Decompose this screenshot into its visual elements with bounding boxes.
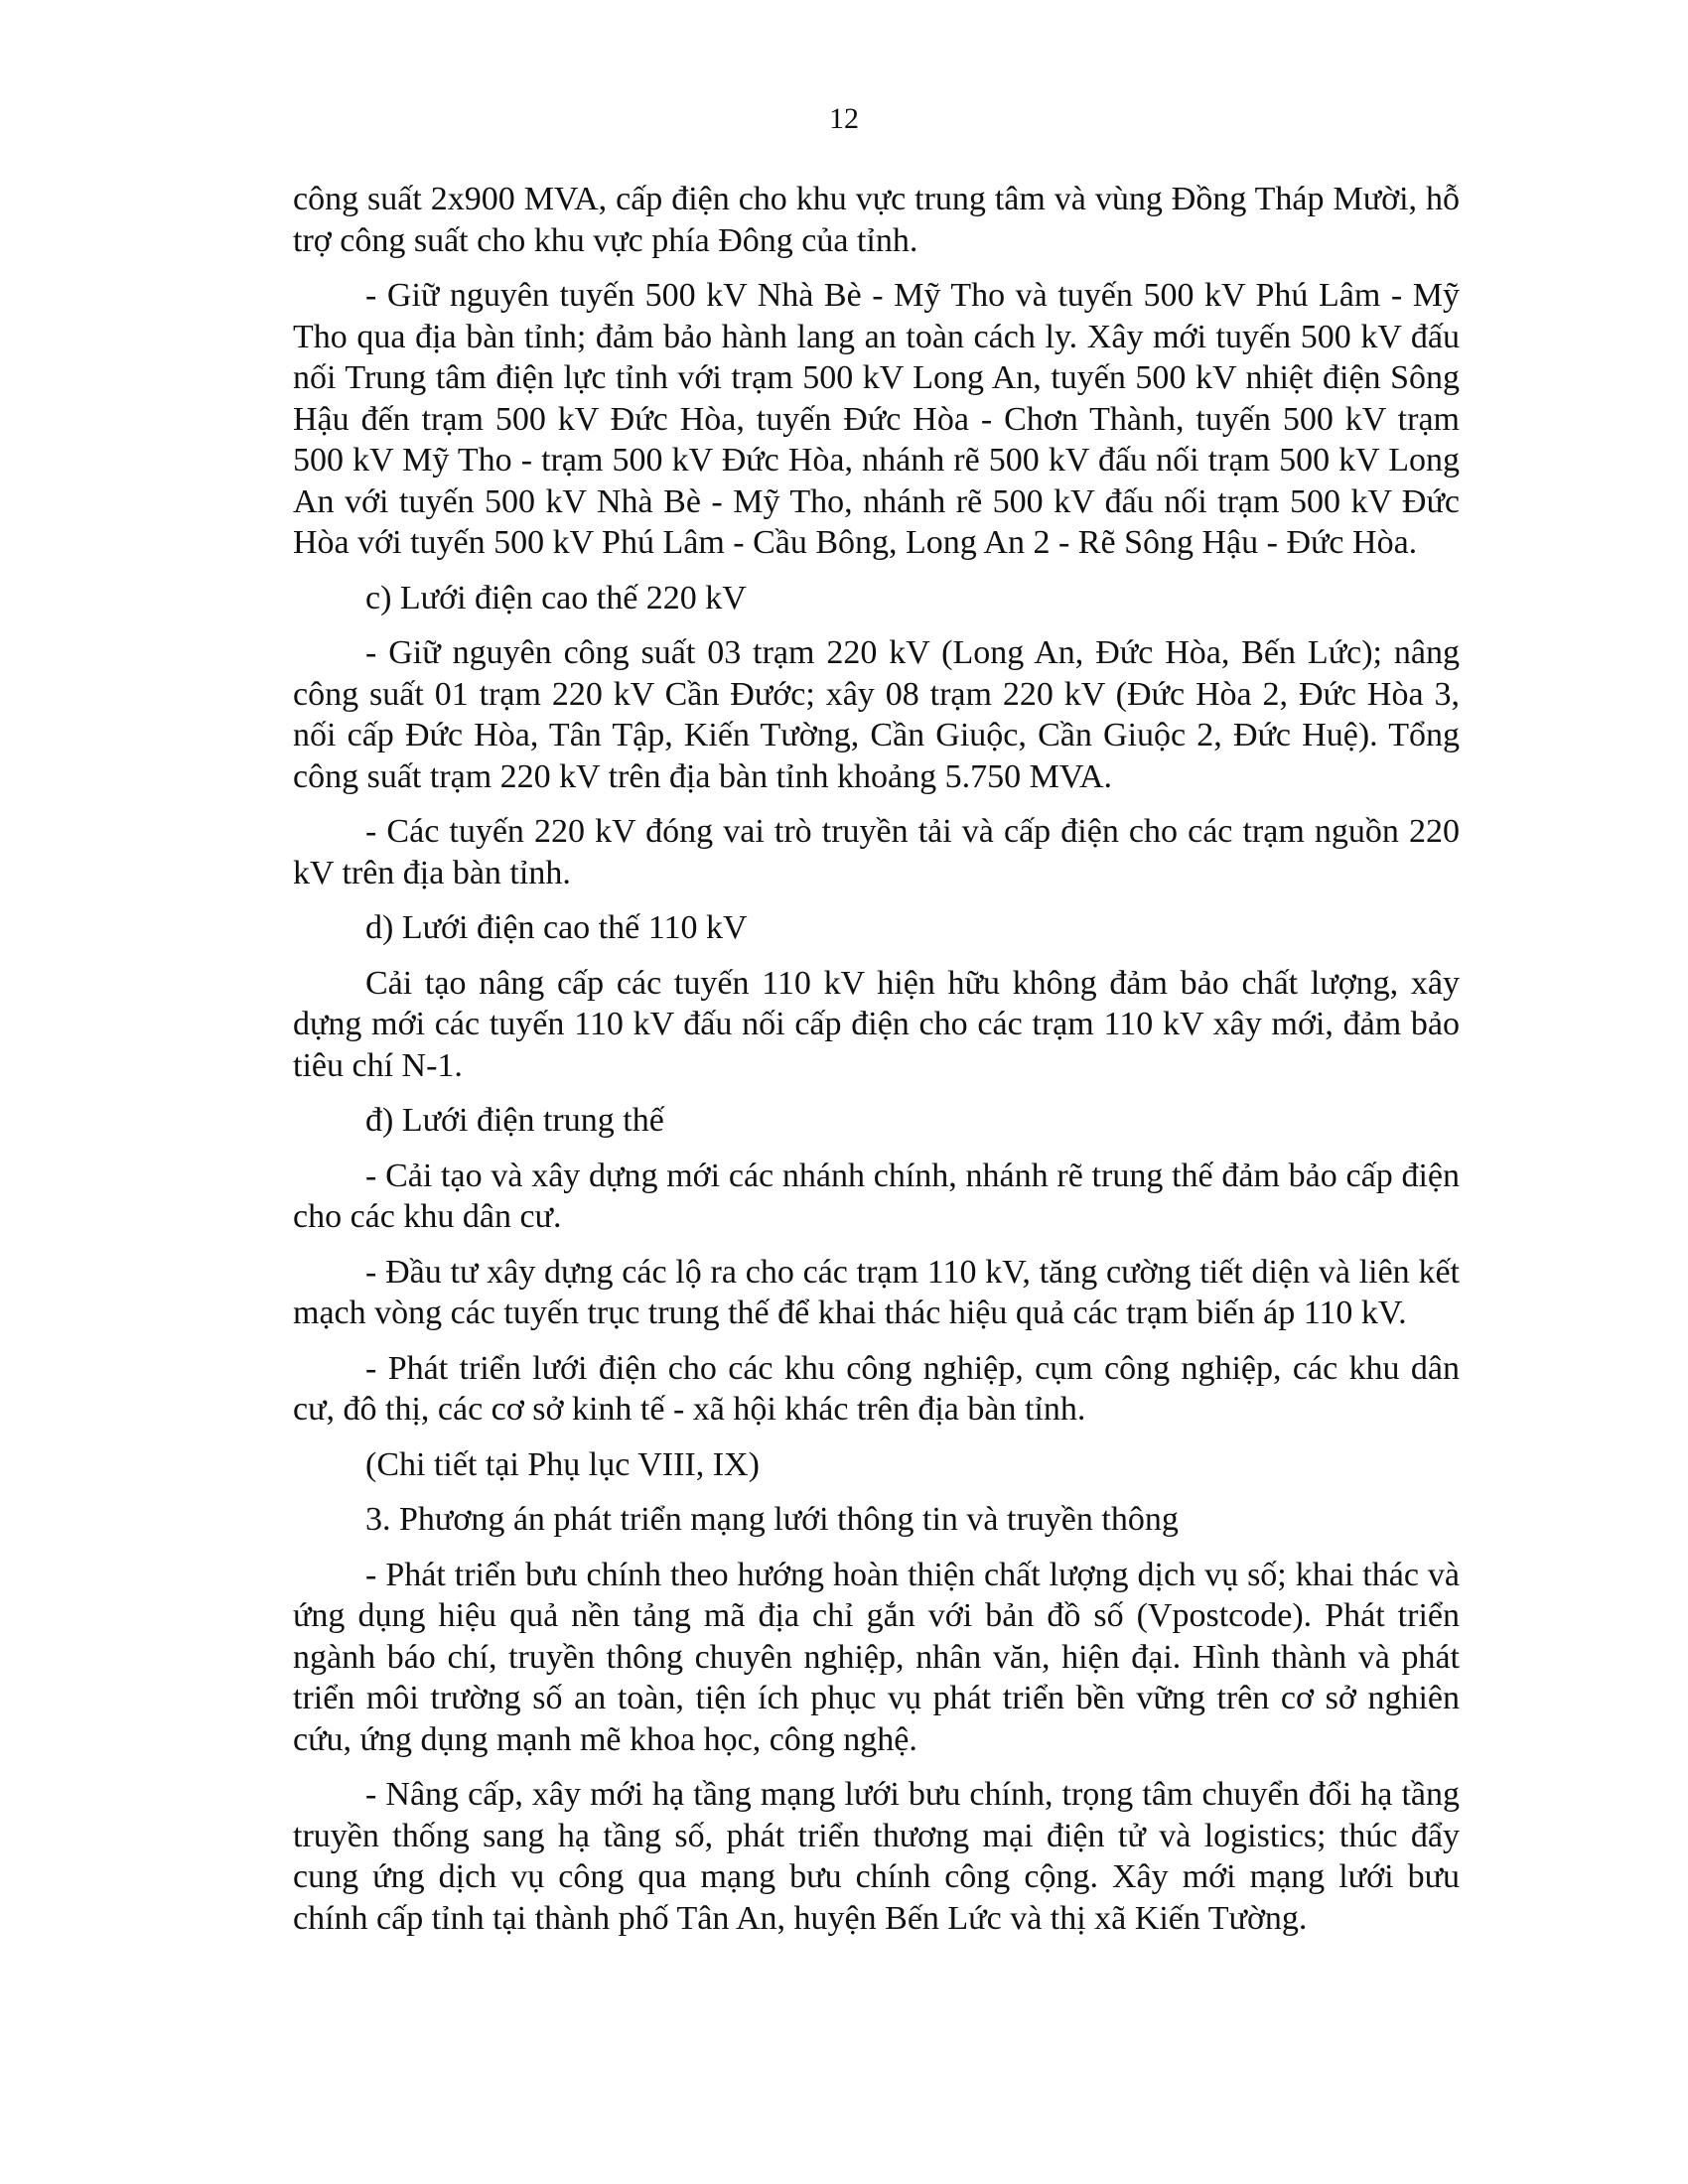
paragraph-110kv-upgrade: Cải tạo nâng cấp các tuyến 110 kV hiện hữu không đảm bảo chất lượng, xây dựng mới các tuyến 110 kV đấu nối cấp điện cho các trạm 110 kV xây mới, đảm bảo tiêu chí N-1. — [293, 964, 1460, 1084]
paragraph-postal-infrastructure: - Nâng cấp, xây mới hạ tầng mạng lưới bưu chính, trọng tâm chuyển đổi hạ tầng truyền thống sang hạ tầng số, phát triển thương mại điện tử và logistics; thúc đẩy cung ứng dịch vụ công qua mạng bưu chính công cộng. Xây mới mạng lưới bưu chính cấp tỉnh tại thành phố Tân An, huyện Bến Lức và thị xã Kiến Tường. — [293, 1776, 1460, 1937]
paragraph-mv-branches: - Cải tạo và xây dựng mới các nhánh chính, nhánh rẽ trung thế đảm bảo cấp điện cho các khu dân cư. — [293, 1157, 1460, 1235]
paragraph-mv-feeders: - Đầu tư xây dựng các lộ ra cho các trạm 110 kV, tăng cường tiết diện và liên kết mạch vòng các tuyến trục trung thế để khai thác hiệu quả các trạm biến áp 110 kV. — [293, 1253, 1460, 1331]
section-heading-220kv: c) Lưới điện cao thế 220 kV — [365, 579, 747, 616]
paragraph-postal-development: - Phát triển bưu chính theo hướng hoàn thiện chất lượng dịch vụ số; khai thác và ứng dụng hiệu quả nền tảng mã địa chỉ gắn với bản đồ số (Vpostcode). Phát triển ngành báo chí, truyền thông chuyên nghiệp, nhân văn, hiện đại. Hình thành và phát triển môi trường số an toàn, tiện ích phục vụ phát triển bền vững trên cơ sở nghiên cứu, ứng dụng mạnh mẽ khoa học, công nghệ. — [293, 1556, 1460, 1758]
document-body — [293, 179, 1460, 1953]
paragraph-220kv-stations: - Giữ nguyên công suất 03 trạm 220 kV (Long An, Đức Hòa, Bến Lức); nâng công suất 01 trạm 220 kV Cần Đước; xây 08 trạm 220 kV (Đức Hòa 2, Đức Hòa 3, nối cấp Đức Hòa, Tân Tập, Kiến Tường, Cần Giuộc, Cần Giuộc 2, Đức Huệ). Tổng công suất trạm 220 kV trên địa bàn tỉnh khoảng 5.750 MVA. — [293, 634, 1460, 795]
paragraph-220kv-lines: - Các tuyến 220 kV đóng vai trò truyền tải và cấp điện cho các trạm nguồn 220 kV trên địa bàn tỉnh. — [293, 813, 1460, 891]
paragraph-500kv-lines: - Giữ nguyên tuyến 500 kV Nhà Bè - Mỹ Tho và tuyến 500 kV Phú Lâm - Mỹ Tho qua địa bàn tỉnh; đảm bảo hành lang an toàn cách ly. Xây mới tuyến 500 kV đấu nối Trung tâm điện lực tỉnh với trạm 500 kV Long An, tuyến 500 kV nhiệt điện Sông Hậu đến trạm 500 kV Đức Hòa, tuyến Đức Hòa - Chơn Thành, tuyến 500 kV trạm 500 kV Mỹ Tho - trạm 500 kV Đức Hòa, nhánh rẽ 500 kV đấu nối trạm 500 kV Long An với tuyến 500 kV Nhà Bè - Mỹ Tho, nhánh rẽ 500 kV đấu nối trạm 500 kV Đức Hòa với tuyến 500 kV Phú Lâm - Cầu Bông, Long An 2 - Rẽ Sông Hậu - Đức Hòa. — [293, 277, 1460, 561]
appendix-reference: (Chi tiết tại Phụ lục VIII, IX) — [365, 1445, 760, 1483]
paragraph-mv-industrial: - Phát triển lưới điện cho các khu công nghiệp, cụm công nghiệp, các khu dân cư, đô thị, các cơ sở kinh tế - xã hội khác trên địa bàn tỉnh. — [293, 1349, 1460, 1428]
paragraph-continuation: công suất 2x900 MVA, cấp điện cho khu vực trung tâm và vùng Đồng Tháp Mười, hỗ trợ công suất cho khu vực phía Đông của tỉnh. — [293, 181, 1460, 259]
section-heading-medium-voltage: đ) Lưới điện trung thế — [365, 1102, 664, 1139]
section-heading-ict: 3. Phương án phát triển mạng lưới thông tin và truyền thông — [365, 1501, 1179, 1538]
section-heading-110kv: d) Lưới điện cao thế 110 kV — [365, 909, 748, 946]
page-number: 12 — [829, 102, 859, 135]
